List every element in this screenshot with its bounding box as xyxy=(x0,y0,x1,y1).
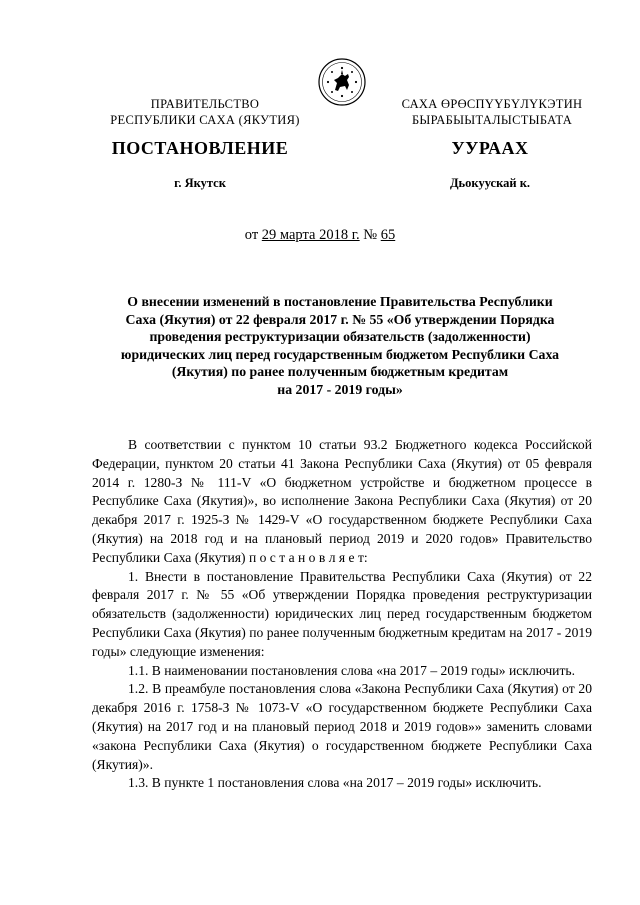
coat-of-arms-emblem xyxy=(318,58,366,106)
header-right-line1: САХА ӨРӨСПҮҮБҮЛҮКЭТИН xyxy=(401,97,583,111)
subject-line: проведения реструктуризации обязательств (задолженности) xyxy=(149,329,531,344)
date-prefix: от xyxy=(244,227,259,243)
number-label: № xyxy=(363,227,378,243)
date-number-line xyxy=(0,227,640,244)
government-name-russian xyxy=(100,96,310,128)
clause-1-3-paragraph: 1.3. В пункте 1 постановления слова «на 2017 – 2019 годы» исключить. xyxy=(128,775,542,791)
subject-line: О внесении изменений в постановление Правительства Республики xyxy=(127,294,553,309)
header-left-line2: РЕСПУБЛИКИ САХА (ЯКУТИЯ) xyxy=(110,113,300,127)
city-sakha: Дьокуускай к. xyxy=(449,176,531,190)
document-subject xyxy=(100,293,580,398)
subject-line: Саха (Якутия) от 22 февраля 2017 г. № 55 «Об утверждении Порядка xyxy=(125,311,555,327)
header-left-line1: ПРАВИТЕЛЬСТВО xyxy=(150,97,260,111)
subject-line: (Якутия) по ранее полученным бюджетным кредитам xyxy=(171,364,509,379)
document-title-sakha: УУРААХ xyxy=(451,138,529,158)
clause-1-2-paragraph: 1.2. В преамбуле постановления слова «Закона Республики Саха (Якутия) от 20 декабря 2016 г. 1758-З № 1073-V «О государственном бюджете Республики Саха (Якутия) на 2017 год и на плановый период 2018 и 2019 годов»» заменить словами «закона Республики Саха (Якутия) о государственном бюджете Республики Саха (Якутия)». xyxy=(92,681,592,772)
subject-line: на 2017 - 2019 годы» xyxy=(277,381,403,397)
document-title-russian: ПОСТАНОВЛЕНИЕ xyxy=(111,138,289,158)
clause-1-1-paragraph: 1.1. В наименовании постановления слова «на 2017 – 2019 годы» исключить. xyxy=(128,662,575,678)
header-right-line2: БЫРАБЫЫТАЛЫСТЫБАТА xyxy=(411,113,573,127)
subject-line: юридических лиц перед государственным бюджетом Республики Саха xyxy=(120,346,560,362)
government-name-sakha xyxy=(382,96,602,128)
document-number: 65 xyxy=(380,227,396,243)
clause-1-paragraph: 1. Внести в постановление Правительства Республики Саха (Якутия) от 22 февраля 2017 г. № 55 «Об утверждении Порядка проведения реструктуризации обязательств (задолженности) юридических лиц перед государственным бюджетом Республики Саха (Якутия) по ранее полученным бюджетным кредитам на 2017 - 2019 годы» следующие изменения: xyxy=(92,568,592,659)
document-body xyxy=(92,436,592,793)
city-russian: г. Якутск xyxy=(174,176,226,190)
document-date: 29 марта 2018 г. xyxy=(261,227,360,243)
preamble-paragraph: В соответствии с пунктом 10 статьи 93.2 Бюджетного кодекса Российской Федерации, пунктом 20 статьи 41 Закона Республики Саха (Якутия) от 05 февраля 2014 г. 1280-З № 111-V «О бюджетном устройстве и бюджетном процессе в Республике Саха (Якутия)», во исполнение Закона Республики Саха (Якутия) от 20 декабря 2017 г. 1925-З № 1429-V «О государственном бюджете Республики Саха (Якутия) на 2018 год и на плановый период 2019 и 2020 годов» Правительство Республики Саха (Якутия) п о с т а н о в л я е т: xyxy=(92,437,592,565)
